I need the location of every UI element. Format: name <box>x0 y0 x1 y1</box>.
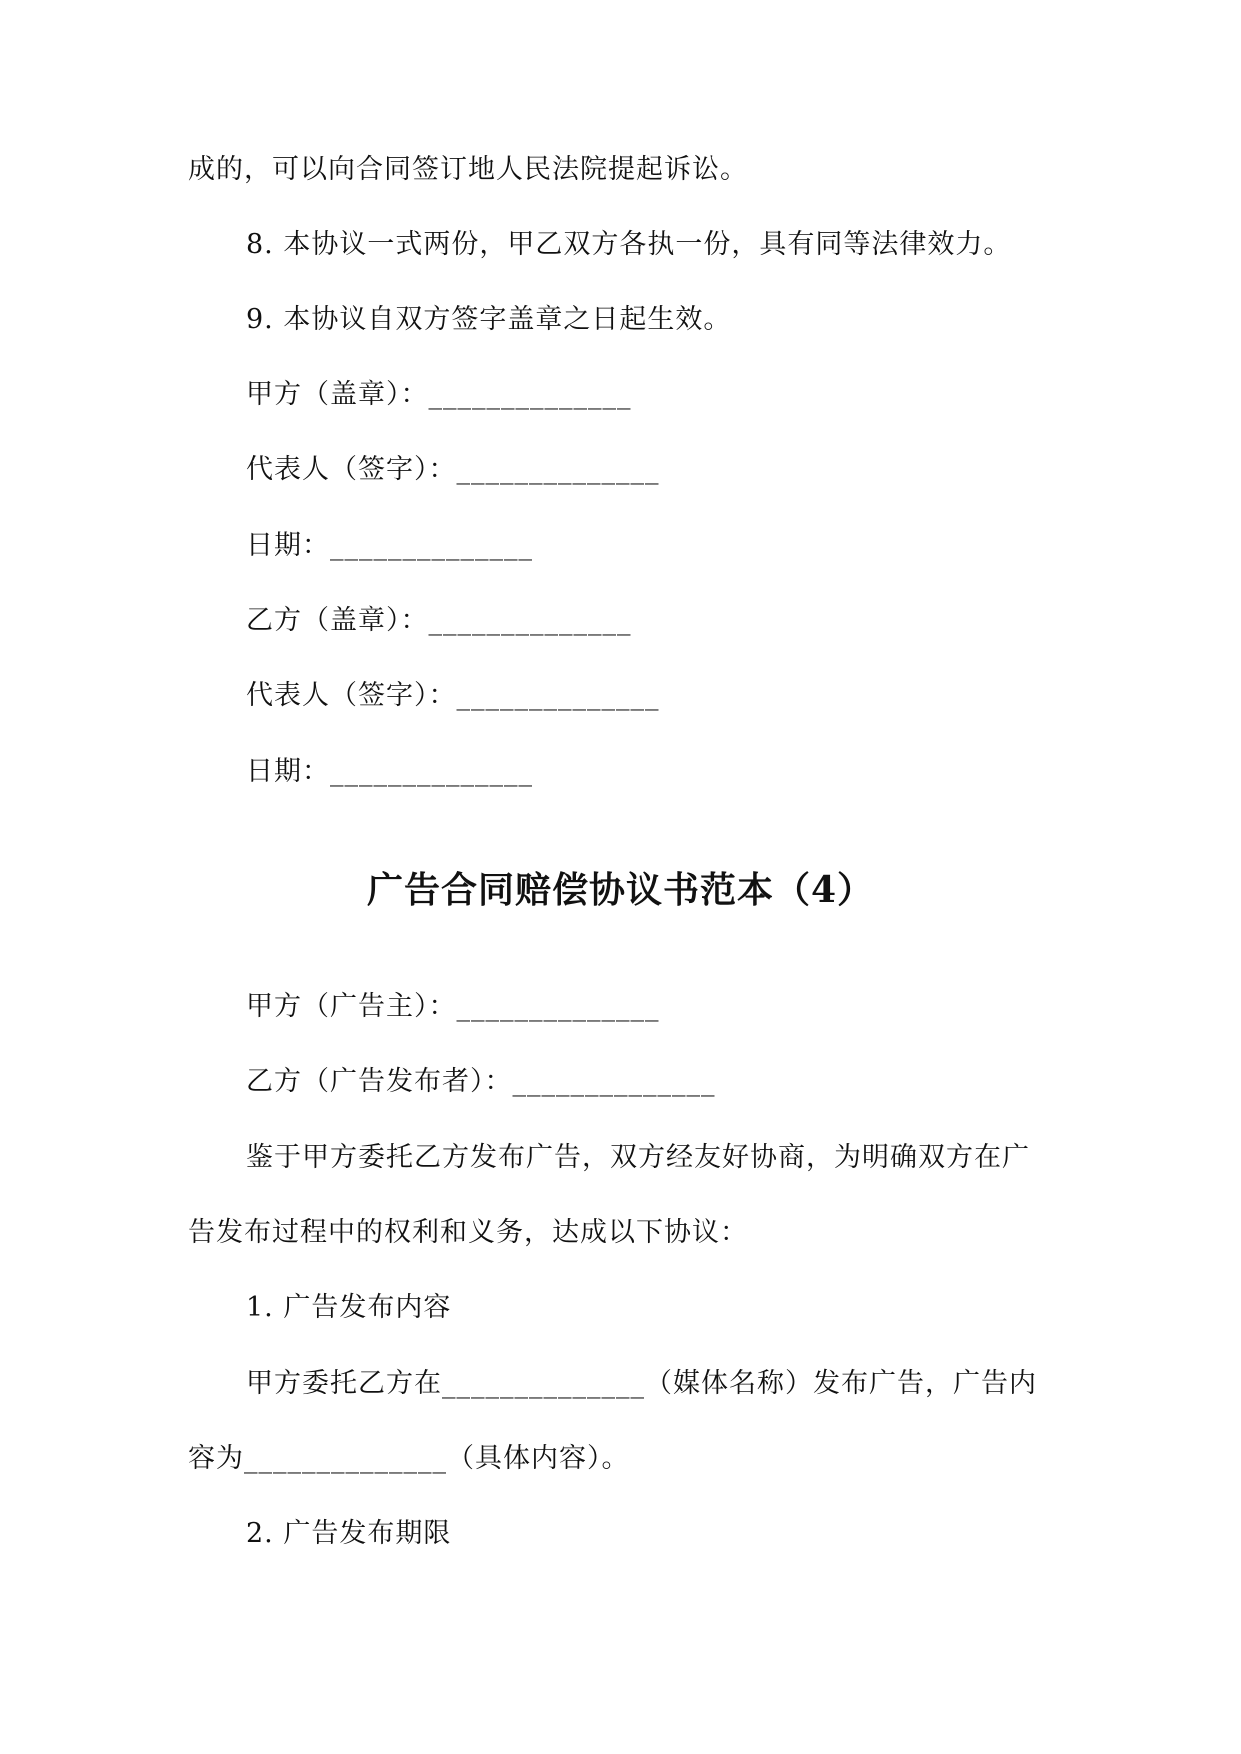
party-b-seal-line: 乙方（盖章）：______________ <box>246 605 632 636</box>
clause-1-body-line-1: 甲方委托乙方在______________（媒体名称）发布广告，广告内 <box>246 1368 1037 1399</box>
clause-8: 8. 本协议一式两份，甲乙双方各执一份，具有同等法律效力。 <box>246 229 1012 260</box>
party-a-advertiser-line: 甲方（广告主）：______________ <box>246 991 660 1022</box>
party-a-representative-line: 代表人（签字）：______________ <box>246 454 660 485</box>
section-title: 广告合同赔偿协议书范本（4） <box>366 869 875 911</box>
preamble-line-2: 告发布过程中的权利和义务，达成以下协议： <box>188 1217 748 1248</box>
clause-1-heading: 1. 广告发布内容 <box>246 1292 452 1323</box>
party-a-seal-line: 甲方（盖章）：______________ <box>246 379 632 410</box>
clause-1-body-line-2: 容为______________（具体内容）。 <box>188 1443 630 1474</box>
paragraph-line: 成的，可以向合同签订地人民法院提起诉讼。 <box>188 154 748 185</box>
clause-2-heading: 2. 广告发布期限 <box>246 1518 452 1549</box>
party-b-publisher-line: 乙方（广告发布者）：______________ <box>246 1066 716 1097</box>
party-b-date-line: 日期：______________ <box>246 756 533 787</box>
clause-9: 9. 本协议自双方签字盖章之日起生效。 <box>246 304 732 335</box>
preamble-line-1: 鉴于甲方委托乙方发布广告，双方经友好协商，为明确双方在广 <box>246 1142 1030 1173</box>
party-b-representative-line: 代表人（签字）：______________ <box>246 680 660 711</box>
party-a-date-line: 日期：______________ <box>246 530 533 561</box>
